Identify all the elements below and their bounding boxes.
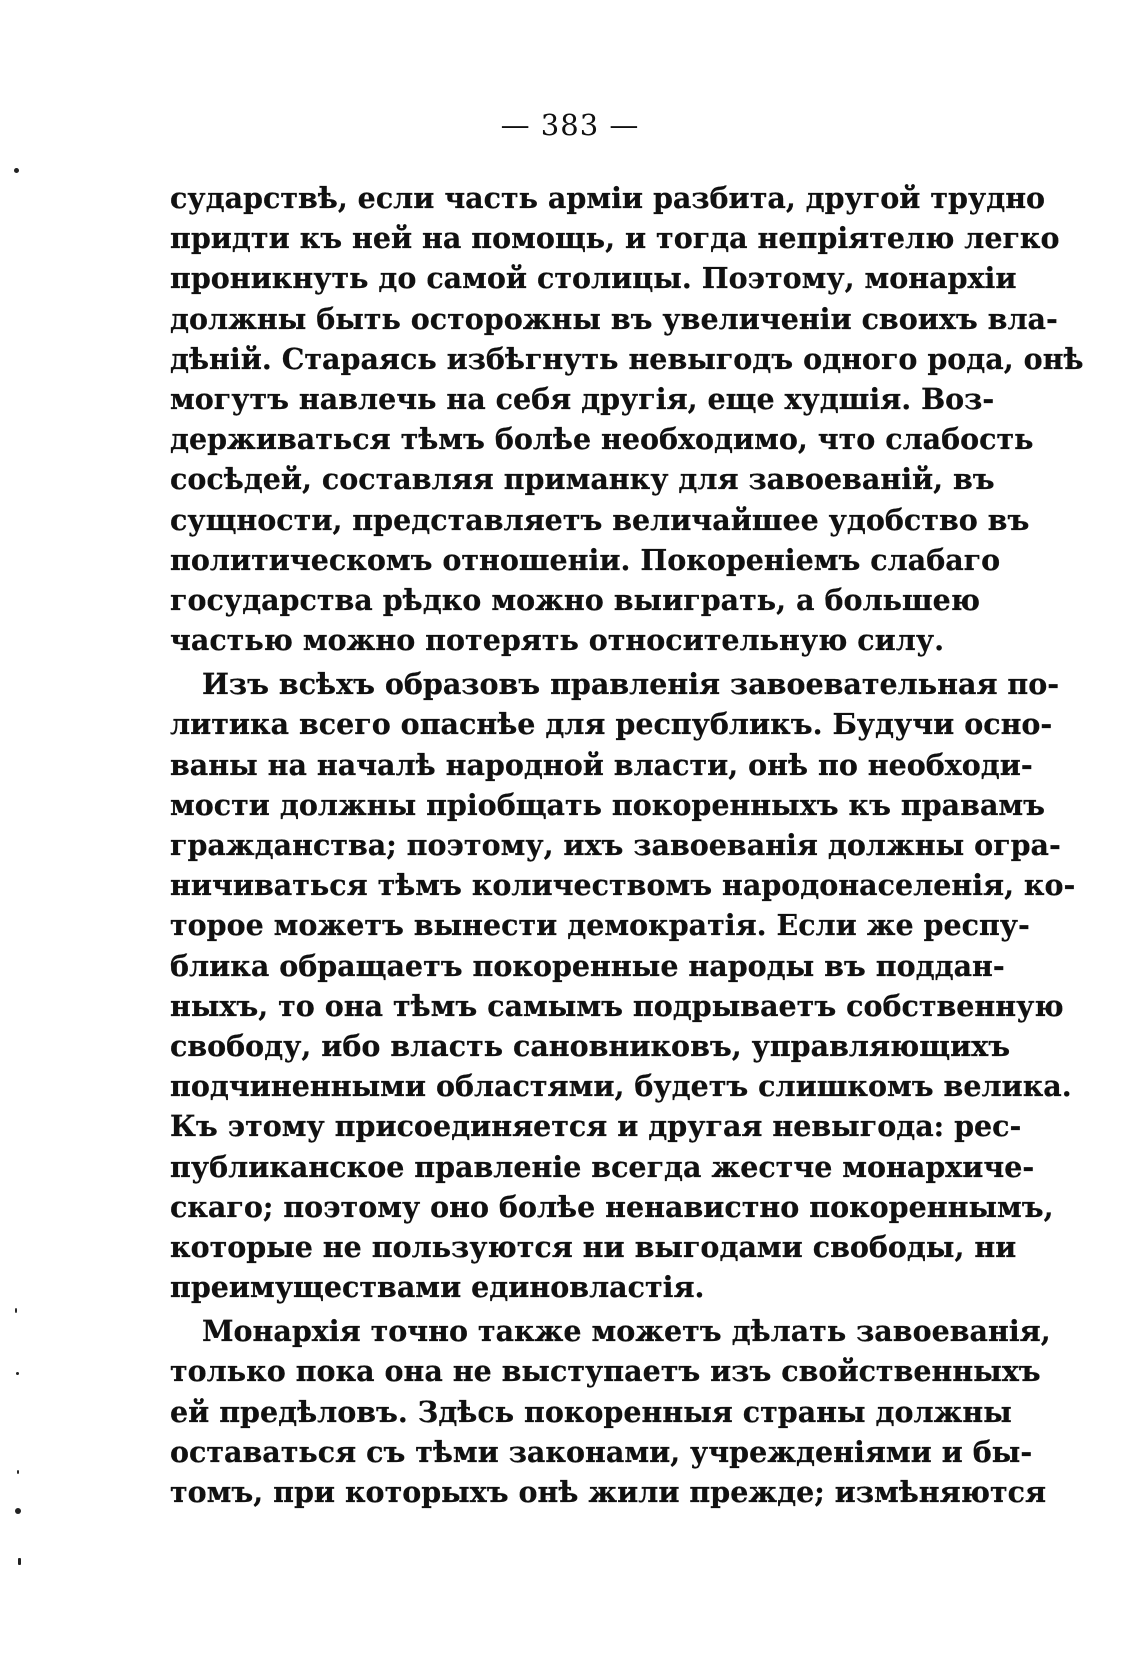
text-line: ей предѣловъ. Здѣсь покоренныя страны должны	[170, 1394, 1012, 1429]
paragraph	[170, 664, 1076, 1307]
text-line: сосѣдей, составляя приманку для завоеваній, въ	[170, 462, 995, 497]
paragraph	[170, 1311, 1051, 1512]
scan-speck	[14, 168, 19, 173]
text-line: свободу, ибо власть сановниковъ, управляющихъ	[170, 1028, 1011, 1063]
text-line: Изъ всѣхъ образовъ правленія завоевательная по-	[202, 667, 1060, 702]
text-line: преимуществами единовластія.	[170, 1270, 705, 1305]
text-line: ничиваться тѣмъ количествомъ народонаселенія, ко-	[170, 868, 1076, 903]
text-line: сударствѣ, если часть арміи разбита, другой трудно	[170, 181, 1046, 215]
text-line: томъ, при которыхъ онѣ жили прежде; измѣняются	[170, 1475, 1047, 1509]
text-line: частью можно потерять относительную силу.	[170, 623, 944, 658]
text-line: могутъ навлечь на себя другія, еще худшія. Воз-	[170, 381, 995, 416]
scan-speck	[16, 1372, 19, 1375]
text-line: Къ этому присоединяется и другая невыгода: рес-	[170, 1109, 1022, 1144]
body-text	[170, 178, 1084, 1512]
text-line: проникнуть до самой столицы. Поэтому, монархіи	[170, 261, 1017, 296]
scan-speck	[18, 1558, 21, 1565]
scan-speck	[15, 1308, 17, 1313]
text-line: только пока она не выступаетъ изъ свойственныхъ	[170, 1354, 1041, 1389]
text-line: торое можетъ вынести демократія. Если же респу-	[170, 908, 1030, 943]
text-line: политическомъ отношеніи. Покореніемъ слабаго	[170, 542, 1001, 577]
text-line: подчиненными областями, будетъ слишкомъ велика.	[170, 1069, 1072, 1104]
text-line: мости должны пріобщать покоренныхъ къ правамъ	[170, 787, 1046, 822]
text-line: держиваться тѣмъ болѣе необходимо, что слабость	[170, 422, 1034, 457]
page-number: — 383 —	[500, 108, 640, 142]
text-line: дѣній. Стараясь избѣгнуть невыгодъ одного рода, онѣ	[170, 341, 1084, 376]
text-line: должны быть осторожны въ увеличеніи своихъ вла-	[170, 301, 1058, 336]
text-line: скаго; поэтому оно болѣе ненавистно покореннымъ,	[170, 1189, 1054, 1224]
text-line: придти къ ней на помощь, и тогда непріятелю легко	[170, 221, 1060, 256]
paragraph	[170, 178, 1084, 660]
text-line: государства рѣдко можно выиграть, а большею	[170, 582, 980, 617]
text-line: гражданства; поэтому, ихъ завоеванія должны огра-	[170, 828, 1061, 862]
text-line: ныхъ, то она тѣмъ самымъ подрываетъ собственную	[170, 988, 1064, 1023]
text-line: литика всего опаснѣе для республикъ. Будучи осно-	[170, 707, 1053, 742]
scan-speck	[15, 1508, 21, 1514]
text-line: блика обращаетъ покоренные народы въ поддан-	[170, 948, 1005, 983]
text-line: ваны на началѣ народной власти, онѣ по необходи-	[170, 747, 1033, 782]
text-line: публиканское правленіе всегда жестче монархиче-	[170, 1149, 1035, 1184]
text-line: оставаться съ тѣми законами, учрежденіями и бы-	[170, 1434, 1033, 1469]
text-line: которые не пользуются ни выгодами свободы, ни	[170, 1229, 1017, 1264]
text-line: сущности, представляетъ величайшее удобство въ	[170, 502, 1030, 537]
scan-speck	[17, 1470, 19, 1474]
text-line: Монархія точно также можетъ дѣлать завоеванія,	[202, 1314, 1051, 1349]
